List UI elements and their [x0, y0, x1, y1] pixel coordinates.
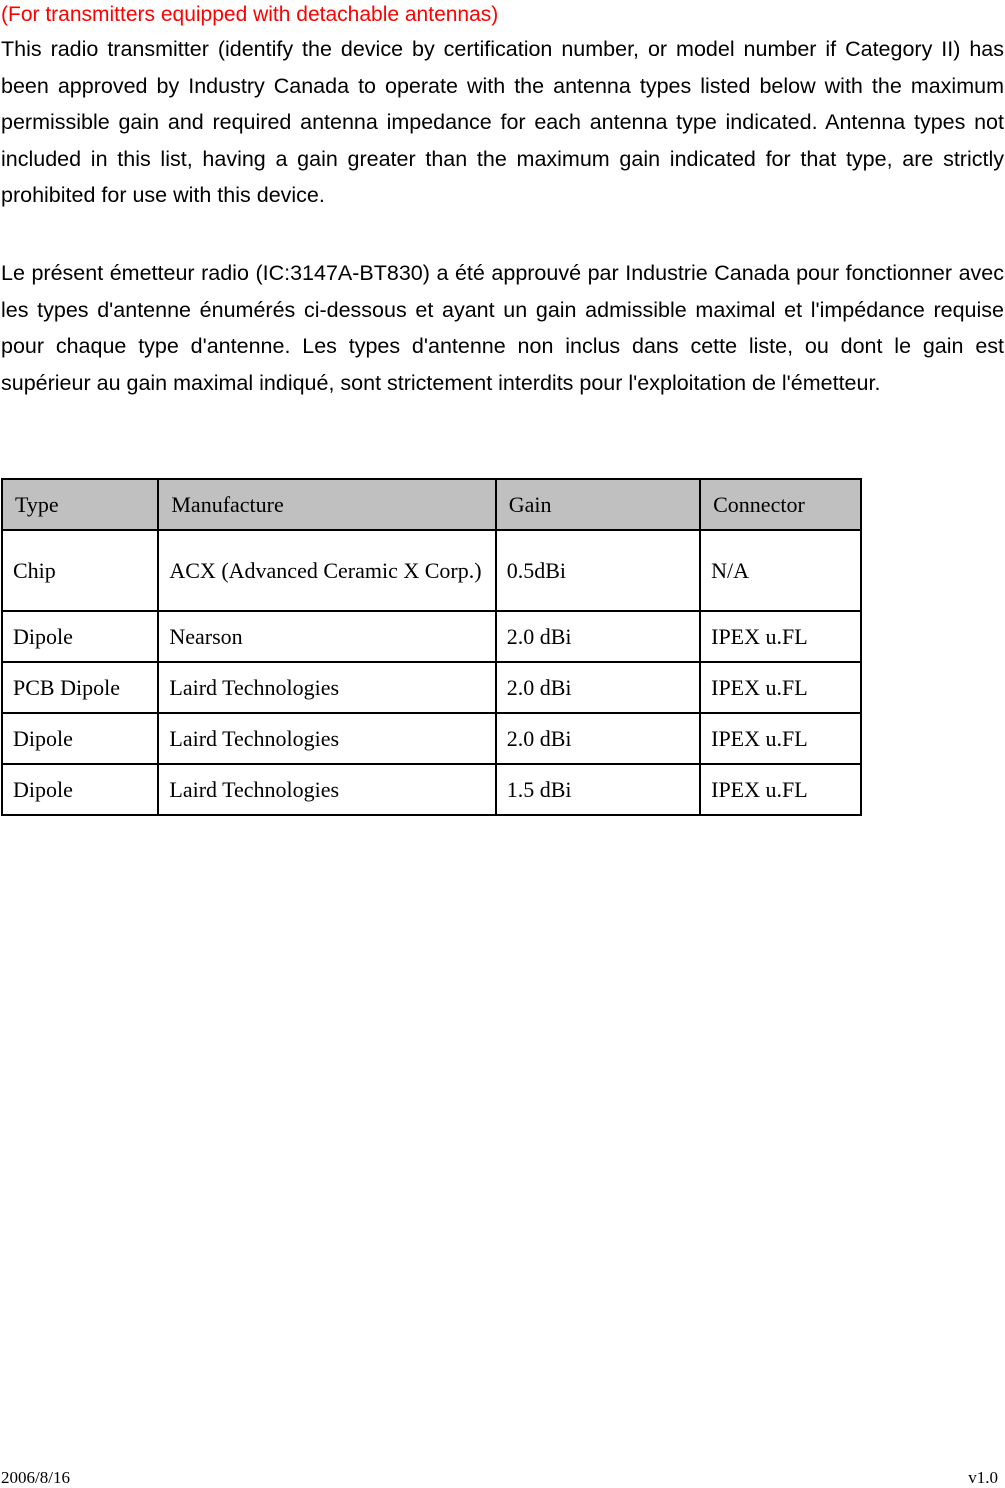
header-connector: Connector [700, 479, 861, 530]
antenna-table [1, 478, 862, 816]
cell-type: Dipole [2, 764, 158, 815]
cell-type: PCB Dipole [2, 662, 158, 713]
cell-connector: IPEX u.FL [700, 713, 861, 764]
cell-type: Dipole [2, 611, 158, 662]
cell-connector: IPEX u.FL [700, 662, 861, 713]
cell-gain: 2.0 dBi [496, 713, 700, 764]
header-type: Type [2, 479, 158, 530]
header-manufacture: Manufacture [158, 479, 495, 530]
cell-gain: 0.5dBi [496, 530, 700, 611]
cell-connector: IPEX u.FL [700, 611, 861, 662]
cell-manufacture: Laird Technologies [158, 662, 495, 713]
cell-type: Chip [2, 530, 158, 611]
footer-version: v1.0 [968, 1468, 998, 1487]
cell-gain: 2.0 dBi [496, 662, 700, 713]
cell-gain: 1.5 dBi [496, 764, 700, 815]
cell-manufacture: Laird Technologies [158, 713, 495, 764]
cell-gain: 2.0 dBi [496, 611, 700, 662]
cell-type: Dipole [2, 713, 158, 764]
table-row [2, 611, 861, 662]
paragraph-french: Le présent émetteur radio (IC:3147A-BT830) a été approuvé par Industrie Canada pour fonctionner avec les types d'antenne énumérés ci-dessous et ayant un gain admissible maximal et l'impédance requise pour chaque type d'antenne. Les types d'antenne non inclus dans cette liste, ou dont le gain est supérieur au gain maximal indiqué, sont strictement interdits pour l'exploitation de l'émetteur. [1, 261, 1004, 395]
header-gain: Gain [496, 479, 700, 530]
table-header-row [2, 479, 861, 530]
table-row [2, 764, 861, 815]
footer-date: 2006/8/16 [1, 1468, 70, 1487]
paragraph-english: This radio transmitter (identify the device by certification number, or model number if Category II) has been approved by Industry Canada to operate with the antenna types listed below with the maximum permissible gain and required antenna impedance for each antenna type indicated. Antenna types not included in this list, having a gain greater than the maximum gain indicated for that type, are strictly prohibited for use with this device. [1, 37, 1004, 207]
section-heading: (For transmitters equipped with detachable antennas) [1, 3, 499, 26]
cell-manufacture: Laird Technologies [158, 764, 495, 815]
cell-connector: IPEX u.FL [700, 764, 861, 815]
table-row [2, 713, 861, 764]
table-row [2, 530, 861, 611]
table-row [2, 662, 861, 713]
cell-manufacture: Nearson [158, 611, 495, 662]
cell-manufacture: ACX (Advanced Ceramic X Corp.) [158, 530, 495, 611]
cell-connector: N/A [700, 530, 861, 611]
